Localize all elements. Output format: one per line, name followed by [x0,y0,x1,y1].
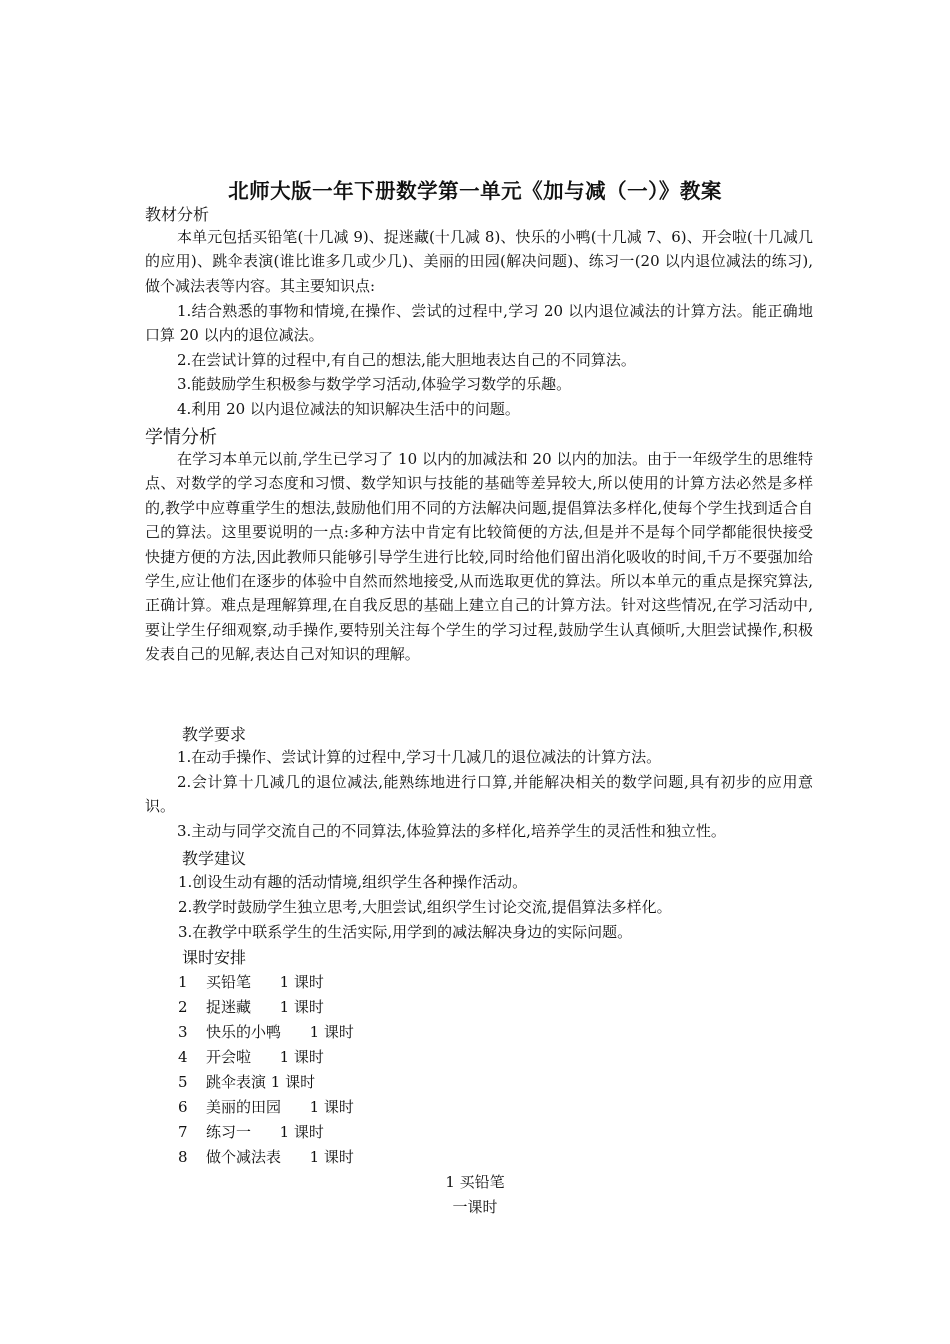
schedule-lesson-name: 捉迷藏 [206,998,252,1016]
heading-teaching-suggestions: 教学建议 [182,849,247,868]
schedule-hours: 1 课时 [279,1123,324,1141]
textbook-analysis-intro: 本单元包括买铅笔(十几减 9)、捉迷藏(十几减 8)、快乐的小鸭(十几减 7、6)、开会啦(十几减几的应用)、跳伞表演(谁比谁多几或少几)、美丽的田园(解决问题)、练习一(20 以内退位减法的练习),做个减法表等内容。其主要知识点: [145,228,813,295]
schedule-lesson-name: 跳伞表演 [206,1073,267,1091]
schedule-hours: 1 课时 [309,1098,354,1116]
requirement-3: 3.主动与同学交流自己的不同算法,体验算法的多样化,培养学生的灵活性和独立性。 [177,822,726,840]
schedule-number: 4 [178,1048,188,1066]
schedule-lesson-name: 美丽的田园 [206,1098,282,1116]
schedule-lesson-name: 买铅笔 [206,973,252,991]
schedule-number: 3 [178,1023,188,1041]
suggestion-3: 3.在教学中联系学生的生活实际,用学到的减法解决身边的实际问题。 [178,923,633,941]
schedule-number: 6 [178,1098,188,1116]
schedule-gap [281,1148,310,1166]
schedule-hours: 1 课时 [309,1023,354,1041]
schedule-hours: 1 课时 [309,1148,354,1166]
knowledge-point-1: 1.结合熟悉的事物和情境,在操作、尝试的过程中,学习 20 以内退位减法的计算方法。能正确地口算 20 以内的退位减法。 [145,302,813,345]
schedule-gap [251,998,280,1016]
heading-teaching-requirements: 教学要求 [182,725,247,744]
schedule-gap [251,973,280,991]
schedule-hours: 1 课时 [270,1073,316,1091]
schedule-lesson-name: 做个减法表 [206,1148,282,1166]
requirement-1: 1.在动手操作、尝试计算的过程中,学习十几减几的退位减法的计算方法。 [177,748,662,766]
heading-student-analysis: 学情分析 [145,427,217,448]
schedule-gap [281,1023,310,1041]
suggestion-2: 2.教学时鼓励学生独立思考,大胆尝试,组织学生讨论交流,提倡算法多样化。 [178,898,672,916]
schedule-hours: 1 课时 [279,973,324,991]
lesson-1-duration: 一课时 [452,1198,498,1216]
schedule-lesson-name: 快乐的小鸭 [206,1023,282,1041]
suggestion-1: 1.创设生动有趣的活动情境,组织学生各种操作活动。 [178,873,528,891]
schedule-number: 7 [178,1123,188,1141]
schedule-number: 5 [178,1073,188,1091]
schedule-number: 8 [178,1148,188,1166]
heading-lesson-schedule: 课时安排 [182,948,247,967]
knowledge-point-3: 3.能鼓励学生积极参与数学学习活动,体验学习数学的乐趣。 [177,375,572,393]
schedule-number: 2 [178,998,188,1016]
schedule-gap [281,1098,310,1116]
knowledge-point-4: 4.利用 20 以内退位减法的知识解决生活中的问题。 [177,400,520,418]
student-analysis-body: 在学习本单元以前,学生已学习了 10 以内的加减法和 20 以内的加法。由于一年级学生的思维特点、对数学的学习态度和习惯、数学知识与技能的基础等差异较大,所以使用的计算方法必然是多样的,教学中应尊重学生的想法,鼓励他们用不同的方法解决问题,提倡算法多样化,使每个学生找到适合自己的算法。这里要说明的一点:多种方法中肯定有比较简便的方法,但是并不是每个同学都能很快接受快捷方便的方法,因此教师只能够引导学生进行比较,同时给他们留出消化吸收的时间,千万不要强加给学生,应让他们在逐步的体验中自然而然地接受,从而选取更优的算法。所以本单元的重点是探究算法,正确计算。难点是理解算理,在自我反思的基础上建立自己的计算方法。针对这些情况,在学习活动中,要让学生仔细观察,动手操作,要特别关注每个学生的学习过程,鼓励学生认真倾听,大胆尝试操作,积极发表自己的见解,表达自己对知识的理解。 [145,450,813,664]
schedule-number: 1 [178,973,188,991]
heading-textbook-analysis: 教材分析 [145,205,210,224]
document-title: 北师大版一年下册数学第一单元《加与减（一）》教案 [228,179,722,203]
requirement-2: 2.会计算十几减几的退位减法,能熟练地进行口算,并能解决相关的数学问题,具有初步的应用意识。 [145,773,813,816]
lesson-1-heading: 1 买铅笔 [445,1173,505,1191]
schedule-hours: 1 课时 [279,998,324,1016]
knowledge-point-2: 2.在尝试计算的过程中,有自己的想法,能大胆地表达自己的不同算法。 [177,351,636,369]
schedule-hours: 1 课时 [279,1048,324,1066]
schedule-gap [251,1123,280,1141]
schedule-lesson-name: 练习一 [206,1123,252,1141]
schedule-gap [251,1048,280,1066]
schedule-lesson-name: 开会啦 [206,1048,252,1066]
